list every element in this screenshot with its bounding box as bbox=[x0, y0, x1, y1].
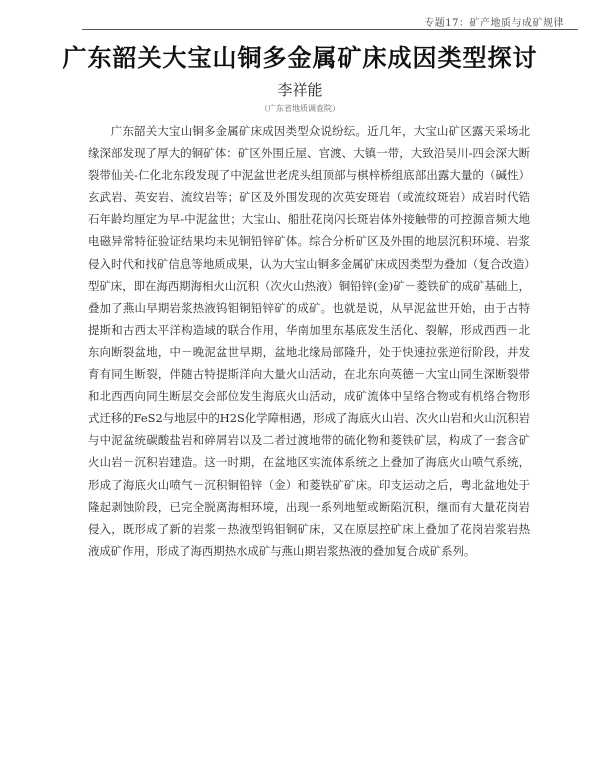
running-header: 专题17：矿产地质与成矿规律 bbox=[424, 18, 564, 29]
article-title: 广东韶关大宝山铜多金属矿床成因类型探讨 bbox=[62, 44, 538, 72]
author-affiliation: （广东省地质调查院） bbox=[260, 104, 340, 113]
header-divider bbox=[82, 29, 578, 30]
abstract-body: 广东韶关大宝山铜多金属矿床成因类型众说纷纭。近几年，大宝山矿区露天采场北缘深部发现了厚大的铜矿体：矿区外围丘屋、官渡、大镇一带，大致沿吴川-四会深大断裂带仙关-仁化北东段发现了中泥盆世老虎头组顶部与棋梓桥组底部出露大量的（碱性）玄武岩、英安岩、流纹岩等；矿区及外围发现的次英安斑岩（或流纹斑岩）成岩时代锆石年龄均厘定为早-中泥盆世；大宝山、船肚花岗闪长斑岩体外接触带的可控源音频大地电磁异常特征验证结果均未见铜铅锌矿体。综合分析矿区及外围的地层沉积环境、岩浆侵入时代和找矿信息等地质成果，认为大宝山铜多金属矿床成因类型为叠加（复合改造）型矿床，即在海西期海相火山沉积（次火山热液）铜铅锌(金)矿－菱铁矿的成矿基础上，叠加了燕山早期岩浆热液钨钼铜铅锌矿的成矿。也就是说，从早泥盆世开始，由于古特提斯和古西太平洋构造域的联合作用，华南加里东基底发生活化、裂解，形成西西－北东向断裂盆地，中－晚泥盆世早期，盆地北缘局部隆升，处于快速拉张逆衍阶段，并发育有同生断裂，伴随古特提斯洋向大量火山活动，在北东向英德－大宝山同生深断裂带和北西西向同生断层交会部位发生海底火山活动，成矿流体中呈络合物或有机络合物形式迁移的FeS2与地层中的H2S化学障相遇，形成了海底火山岩、次火山岩和火山沉积岩与中泥盆统碳酸盐岩和碎屑岩以及二者过渡地带的硫化物和菱铁矿层，构成了一套含矿火山岩－沉积岩建造。这一时期，在盆地区实流体系统之上叠加了海底火山喷气系统，形成了海底火山喷气－沉积铜铅锌（金）和菱铁矿矿床。印支运动之后，粤北盆地处于隆起剥蚀阶段，已完全脱离海相环境，出现一系列地堑或断陷沉积，继而有大量花岗岩侵入，既形成了新的岩浆－热液型钨钼铜矿床，又在原层控矿床上叠加了花岗岩浆岩热液成矿作用，形成了海西期热水成矿与燕山期岩浆热液的叠加复合成矿系列。 bbox=[88, 124, 530, 558]
author-name: 李祥能 bbox=[277, 81, 323, 99]
